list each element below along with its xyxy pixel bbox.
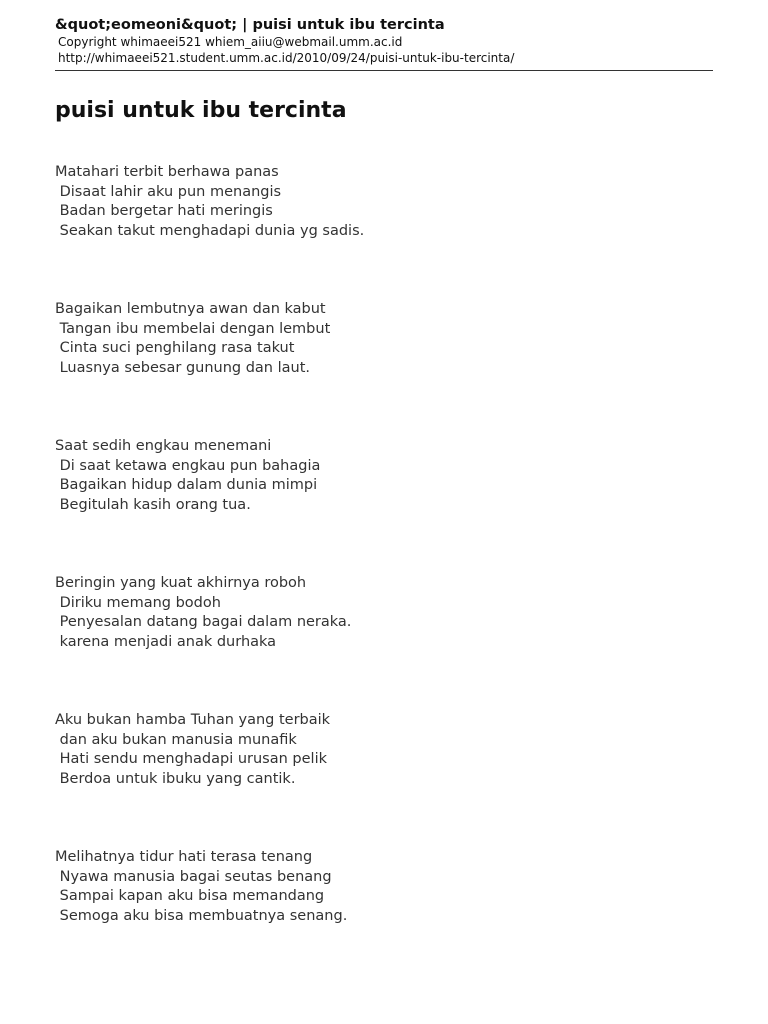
post-title: puisi untuk ibu tercinta xyxy=(55,98,347,123)
stanza-1 xyxy=(55,163,713,241)
stanza-4 xyxy=(55,574,713,652)
poem-line: Begitulah kasih orang tua. xyxy=(55,496,251,513)
header-url: http://whimaeei521.student.umm.ac.id/2010/09/24/puisi-untuk-ibu-tercinta/ xyxy=(58,51,515,65)
poem-line: karena menjadi anak durhaka xyxy=(55,633,277,650)
poem-line: Saat sedih engkau menemani xyxy=(55,438,272,454)
poem-line: Bagaikan hidup dalam dunia mimpi xyxy=(55,477,318,493)
stanza-3 xyxy=(55,437,713,515)
poem-line: Nyawa manusia bagai seutas benang xyxy=(55,868,332,885)
poem-line: Beringin yang kuat akhirnya roboh xyxy=(55,575,307,591)
poem-line: Matahari terbit berhawa panas xyxy=(55,164,279,180)
document-header xyxy=(55,16,713,71)
stanza-6 xyxy=(55,848,713,926)
poem-line: Disaat lahir aku pun menangis xyxy=(55,183,282,200)
poem-line: Tangan ibu membelai dengan lembut xyxy=(55,320,331,337)
document-page xyxy=(55,16,713,985)
poem-line: Sampai kapan aku bisa memandang xyxy=(55,888,325,904)
poem-line: Diriku memang bodoh xyxy=(55,594,221,611)
header-copyright: Copyright whimaeei521 whiem_aiiu@webmail.umm.ac.id xyxy=(58,35,403,49)
poem-line: Badan bergetar hati meringis xyxy=(55,203,273,219)
poem-line: Semoga aku bisa membuatnya senang. xyxy=(55,907,348,924)
poem-line: Melihatnya tidur hati terasa tenang xyxy=(55,849,313,865)
poem-line: Di saat ketawa engkau pun bahagia xyxy=(55,457,321,474)
poem-line: Cinta suci penghilang rasa takut xyxy=(55,340,295,356)
poem-line: Penyesalan datang bagai dalam neraka. xyxy=(55,614,352,630)
poem-line: Aku bukan hamba Tuhan yang terbaik xyxy=(55,712,331,728)
poem-line: Luasnya sebesar gunung dan laut. xyxy=(55,359,311,376)
poem-line: Bagaikan lembutnya awan dan kabut xyxy=(55,301,326,317)
stanza-5 xyxy=(55,711,713,789)
header-title: &quot;eomeoni&quot; | puisi untuk ibu tercinta xyxy=(55,17,445,33)
poem-line: Berdoa untuk ibuku yang cantik. xyxy=(55,770,296,787)
poem-body xyxy=(55,163,713,926)
poem-line: dan aku bukan manusia munafik xyxy=(55,731,297,748)
stanza-2 xyxy=(55,300,713,378)
poem-line: Hati sendu menghadapi urusan pelik xyxy=(55,751,327,767)
poem-line: Seakan takut menghadapi dunia yg sadis. xyxy=(55,222,365,239)
